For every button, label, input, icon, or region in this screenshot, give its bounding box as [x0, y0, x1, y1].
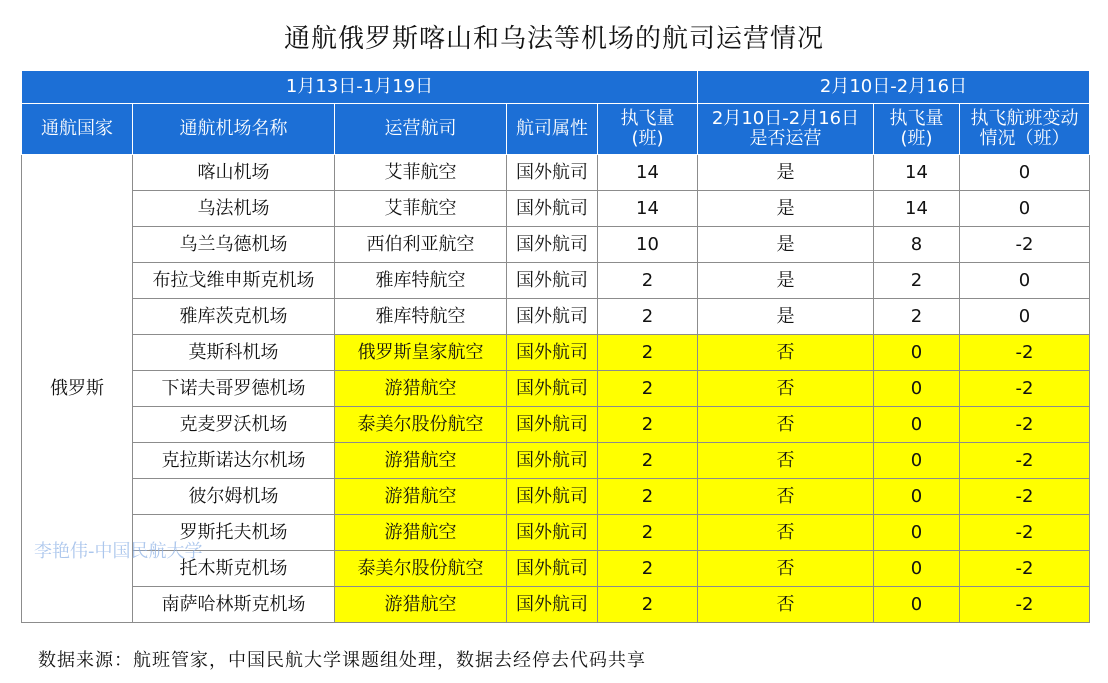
flights-period1-cell: 2: [598, 299, 698, 335]
airline-type-cell: 国外航司: [507, 407, 598, 443]
table-row: [22, 515, 1090, 551]
airline-type-cell: 国外航司: [507, 443, 598, 479]
airport-cell: 克麦罗沃机场: [133, 407, 335, 443]
airline-type-cell: 国外航司: [507, 263, 598, 299]
airport-cell: 彼尔姆机场: [133, 479, 335, 515]
flights-period1-cell: 2: [598, 479, 698, 515]
flights-period2-cell: 0: [874, 515, 960, 551]
table-row: [22, 479, 1090, 515]
airline-cell: 俄罗斯皇家航空: [335, 335, 507, 371]
airline-cell: 游猎航空: [335, 515, 507, 551]
table-row: [22, 587, 1090, 623]
operating-cell: 否: [698, 371, 874, 407]
operating-cell: 是: [698, 299, 874, 335]
header-period-1: 1月13日-1月19日: [22, 71, 698, 104]
airline-type-cell: 国外航司: [507, 515, 598, 551]
flights-period1-cell: 2: [598, 263, 698, 299]
change-cell: 0: [960, 263, 1090, 299]
airline-operations-table: [21, 70, 1090, 623]
watermark: 李艳伟-中国民航大学: [34, 541, 203, 562]
airport-cell: 布拉戈维申斯克机场: [133, 263, 335, 299]
airport-cell: 乌法机场: [133, 191, 335, 227]
change-cell: -2: [960, 227, 1090, 263]
table-row: [22, 227, 1090, 263]
operating-cell: 是: [698, 155, 874, 191]
airline-cell: 游猎航空: [335, 371, 507, 407]
flights-period1-cell: 2: [598, 443, 698, 479]
flights-period2-cell: 0: [874, 443, 960, 479]
airline-cell: 西伯利亚航空: [335, 227, 507, 263]
table-row: [22, 443, 1090, 479]
operating-cell: 否: [698, 551, 874, 587]
operating-cell: 是: [698, 263, 874, 299]
flights-period1-cell: 2: [598, 335, 698, 371]
airport-cell: 乌兰乌德机场: [133, 227, 335, 263]
operating-cell: 否: [698, 515, 874, 551]
airline-type-cell: 国外航司: [507, 299, 598, 335]
flights-period1-cell: 14: [598, 191, 698, 227]
flights-period1-cell: 2: [598, 515, 698, 551]
airline-cell: 雅库特航空: [335, 299, 507, 335]
column-header-airport: 通航机场名称: [133, 104, 335, 155]
airline-type-cell: 国外航司: [507, 155, 598, 191]
operating-cell: 否: [698, 587, 874, 623]
flights-period2-cell: 0: [874, 335, 960, 371]
source-note: 数据来源：航班管家，中国民航大学课题组处理，数据去经停去代码共享: [38, 650, 646, 671]
country-cell: 俄罗斯: [22, 155, 133, 623]
change-cell: 0: [960, 299, 1090, 335]
column-header-airline-type: 航司属性: [507, 104, 598, 155]
table-row: [22, 335, 1090, 371]
change-cell: 0: [960, 155, 1090, 191]
column-header-flights-period1: 执飞量 (班): [598, 104, 698, 155]
table-row: [22, 263, 1090, 299]
change-cell: 0: [960, 191, 1090, 227]
flights-period2-cell: 2: [874, 299, 960, 335]
change-cell: -2: [960, 335, 1090, 371]
flights-period2-cell: 0: [874, 551, 960, 587]
change-cell: -2: [960, 371, 1090, 407]
table-row: [22, 155, 1090, 191]
airline-cell: 艾菲航空: [335, 191, 507, 227]
airline-type-cell: 国外航司: [507, 227, 598, 263]
flights-period2-cell: 2: [874, 263, 960, 299]
airport-cell: 喀山机场: [133, 155, 335, 191]
airport-cell: 下诺夫哥罗德机场: [133, 371, 335, 407]
airline-type-cell: 国外航司: [507, 335, 598, 371]
operating-cell: 否: [698, 407, 874, 443]
change-cell: -2: [960, 515, 1090, 551]
flights-period2-cell: 14: [874, 155, 960, 191]
airport-cell: 克拉斯诺达尔机场: [133, 443, 335, 479]
change-cell: -2: [960, 479, 1090, 515]
change-cell: -2: [960, 551, 1090, 587]
column-header-flights-period2: 执飞量 (班): [874, 104, 960, 155]
airline-type-cell: 国外航司: [507, 191, 598, 227]
operating-cell: 是: [698, 191, 874, 227]
operating-cell: 否: [698, 443, 874, 479]
flights-period2-cell: 0: [874, 371, 960, 407]
airline-cell: 泰美尔股份航空: [335, 407, 507, 443]
airport-cell: 罗斯托夫机场: [133, 515, 335, 551]
header-column-row: [22, 104, 1090, 155]
flights-period1-cell: 2: [598, 587, 698, 623]
airline-type-cell: 国外航司: [507, 551, 598, 587]
flights-period2-cell: 0: [874, 407, 960, 443]
flights-period2-cell: 8: [874, 227, 960, 263]
airport-cell: 托木斯克机场: [133, 551, 335, 587]
flights-period1-cell: 2: [598, 407, 698, 443]
table-row: [22, 407, 1090, 443]
airline-type-cell: 国外航司: [507, 479, 598, 515]
flights-period2-cell: 0: [874, 479, 960, 515]
flights-period2-cell: 0: [874, 587, 960, 623]
change-cell: -2: [960, 443, 1090, 479]
operating-cell: 是: [698, 227, 874, 263]
airport-cell: 莫斯科机场: [133, 335, 335, 371]
flights-period1-cell: 10: [598, 227, 698, 263]
flights-period1-cell: 2: [598, 371, 698, 407]
airline-type-cell: 国外航司: [507, 371, 598, 407]
airline-cell: 泰美尔股份航空: [335, 551, 507, 587]
table-row: [22, 299, 1090, 335]
column-header-operating: 2月10日-2月16日 是否运营: [698, 104, 874, 155]
airline-cell: 游猎航空: [335, 443, 507, 479]
table-row: [22, 371, 1090, 407]
airline-cell: 游猎航空: [335, 479, 507, 515]
airport-cell: 南萨哈林斯克机场: [133, 587, 335, 623]
column-header-country: 通航国家: [22, 104, 133, 155]
change-cell: -2: [960, 587, 1090, 623]
airline-cell: 游猎航空: [335, 587, 507, 623]
airline-cell: 雅库特航空: [335, 263, 507, 299]
airline-type-cell: 国外航司: [507, 587, 598, 623]
change-cell: -2: [960, 407, 1090, 443]
column-header-change: 执飞航班变动 情况（班）: [960, 104, 1090, 155]
airline-cell: 艾菲航空: [335, 155, 507, 191]
header-period-2: 2月10日-2月16日: [698, 71, 1090, 104]
table-row: [22, 191, 1090, 227]
table-row: [22, 551, 1090, 587]
column-header-airline: 运营航司: [335, 104, 507, 155]
header-period-row: [22, 71, 1090, 104]
airport-cell: 雅库茨克机场: [133, 299, 335, 335]
operating-cell: 否: [698, 479, 874, 515]
flights-period1-cell: 14: [598, 155, 698, 191]
page-title: 通航俄罗斯喀山和乌法等机场的航司运营情况: [283, 24, 824, 54]
operating-cell: 否: [698, 335, 874, 371]
flights-period2-cell: 14: [874, 191, 960, 227]
flights-period1-cell: 2: [598, 551, 698, 587]
